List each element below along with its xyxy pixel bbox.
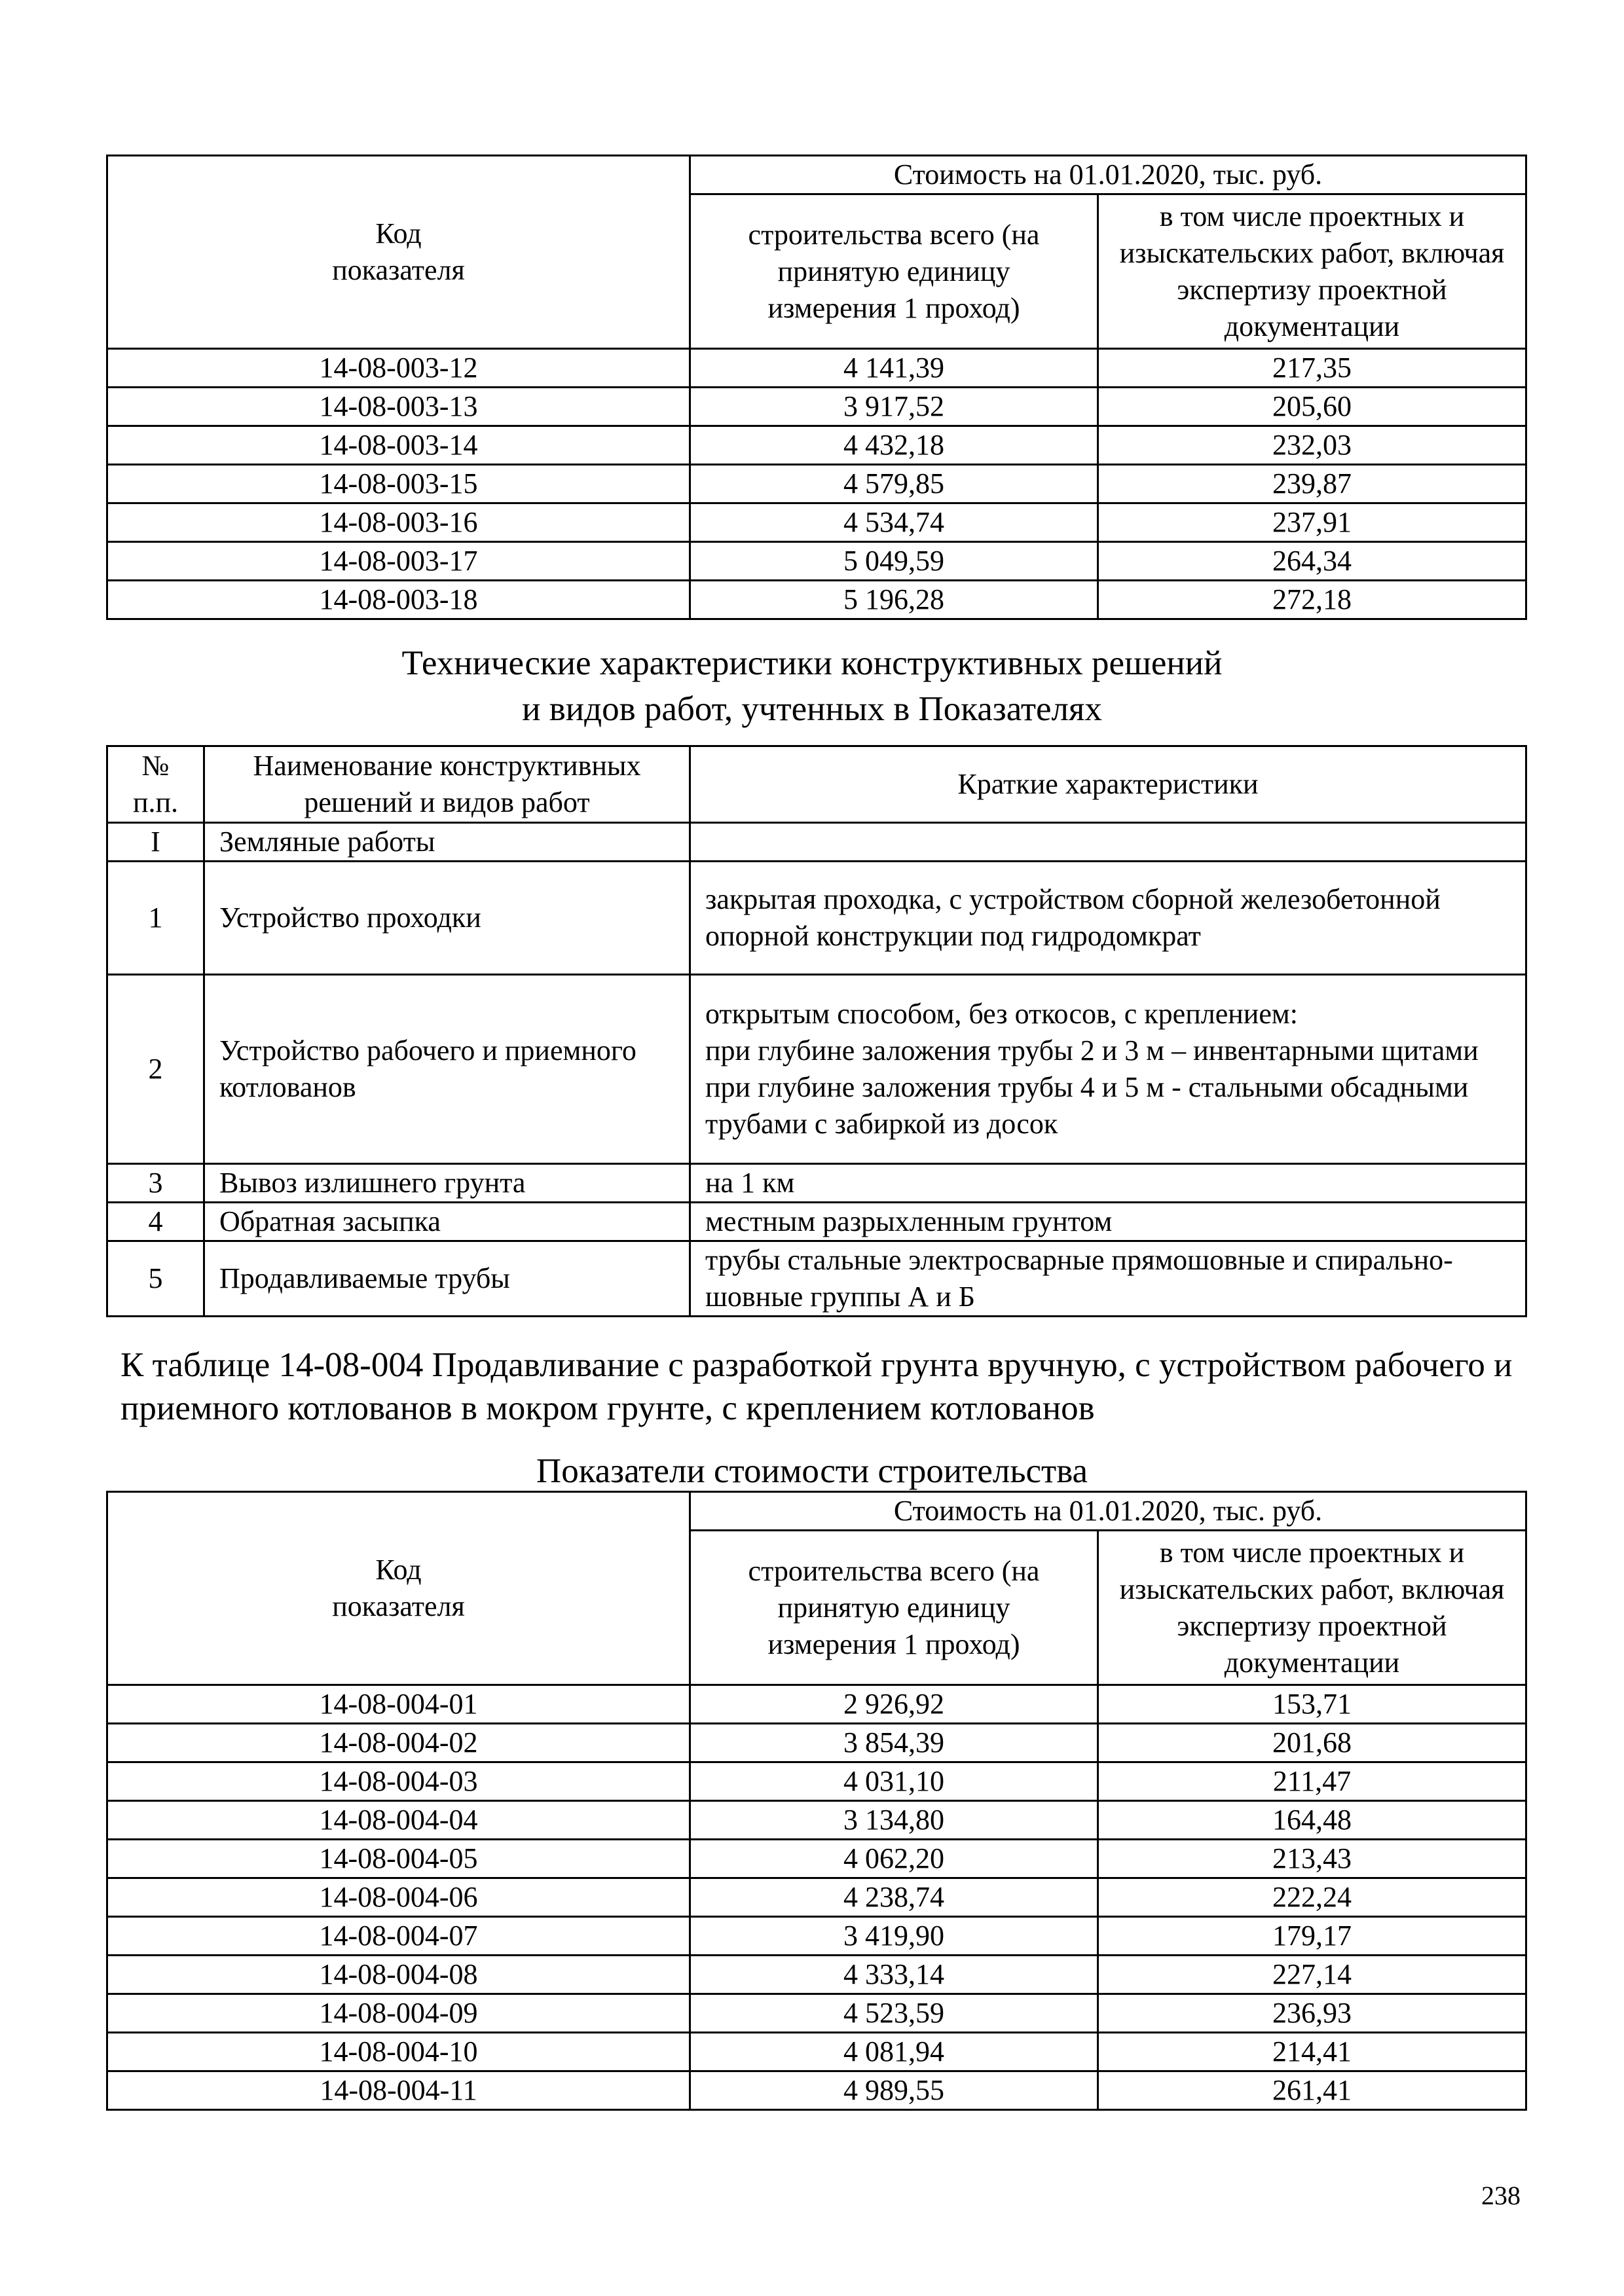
table-row (107, 1801, 1526, 1840)
cell-design: 264,34 (1098, 542, 1526, 581)
cell-desc (690, 823, 1526, 862)
cell-total: 4 523,59 (690, 1994, 1098, 2033)
cell-total: 5 196,28 (690, 581, 1098, 619)
cell-design: 217,35 (1098, 349, 1526, 388)
header-cost-group: Стоимость на 01.01.2020, тыс. руб. (690, 156, 1526, 194)
tech-title-line-2: и видов работ, учтенных в Показателях (522, 690, 1102, 728)
cost-table-14-08-003 (106, 155, 1527, 620)
cell-num: 2 (107, 975, 204, 1164)
cell-design: 272,18 (1098, 581, 1526, 619)
cell-total: 4 579,85 (690, 465, 1098, 503)
cell-total: 3 134,80 (690, 1801, 1098, 1840)
table-row (107, 1878, 1526, 1917)
section-heading: К таблице 14-08-004 Продавливание с разработкой грунта вручную, с устройством рабочего и приемного котлованов в мокром грунте, с креплением котлованов (120, 1346, 1513, 1427)
cell-code: 14-08-003-12 (107, 349, 690, 388)
cell-name: Устройство рабочего и приемного котлованов (204, 975, 690, 1164)
cell-design: 179,17 (1098, 1917, 1526, 1956)
cell-code: 14-08-003-15 (107, 465, 690, 503)
cell-code: 14-08-004-06 (107, 1878, 690, 1917)
table-row (107, 975, 1526, 1164)
cell-total: 2 926,92 (690, 1685, 1098, 1724)
cell-code: 14-08-004-11 (107, 2071, 690, 2110)
table-row (107, 1203, 1526, 1241)
cell-code: 14-08-003-13 (107, 388, 690, 426)
cell-total: 5 049,59 (690, 542, 1098, 581)
cell-total: 4 534,74 (690, 503, 1098, 542)
cell-design: 214,41 (1098, 2033, 1526, 2071)
cell-num: 4 (107, 1203, 204, 1241)
cell-total: 4 333,14 (690, 1956, 1098, 1994)
table-row (107, 1685, 1526, 1724)
cell-code: 14-08-004-09 (107, 1994, 690, 2033)
table-body (107, 349, 1526, 619)
cell-code: 14-08-003-18 (107, 581, 690, 619)
table-row (107, 1164, 1526, 1203)
table-row (107, 1762, 1526, 1801)
cell-num: 1 (107, 862, 204, 975)
cell-total: 4 081,94 (690, 2033, 1098, 2071)
table-row (107, 1994, 1526, 2033)
cell-total: 4 031,10 (690, 1762, 1098, 1801)
cell-design: 227,14 (1098, 1956, 1526, 1994)
cell-code: 14-08-003-14 (107, 426, 690, 465)
table-row (107, 2071, 1526, 2110)
table-row (107, 1724, 1526, 1762)
cell-code: 14-08-004-05 (107, 1840, 690, 1878)
table-row (107, 862, 1526, 975)
header-design: в том числе проектных и изыскательских работ, включая экспертизу проектной документации (1098, 194, 1526, 349)
table-body (107, 823, 1526, 1317)
header-desc: Краткие характеристики (690, 746, 1526, 823)
cell-design: 205,60 (1098, 388, 1526, 426)
table-row (107, 349, 1526, 388)
header-code: Код показателя (107, 156, 690, 349)
cell-code: 14-08-004-02 (107, 1724, 690, 1762)
table-row (107, 1840, 1526, 1878)
cell-code: 14-08-004-10 (107, 2033, 690, 2071)
cell-design: 164,48 (1098, 1801, 1526, 1840)
cell-code: 14-08-004-04 (107, 1801, 690, 1840)
tech-title-line-1: Технические характеристики конструктивных решений (401, 644, 1223, 682)
header-name: Наименование конструктивных решений и видов работ (204, 746, 690, 823)
cell-code: 14-08-004-03 (107, 1762, 690, 1801)
cell-code: 14-08-003-16 (107, 503, 690, 542)
cell-name: Обратная засыпка (204, 1203, 690, 1241)
cell-total: 3 917,52 (690, 388, 1098, 426)
cell-total: 3 419,90 (690, 1917, 1098, 1956)
table-row (107, 581, 1526, 619)
cell-code: 14-08-004-07 (107, 1917, 690, 1956)
cell-name: Вывоз излишнего грунта (204, 1164, 690, 1203)
table-row (107, 388, 1526, 426)
cell-total: 4 432,18 (690, 426, 1098, 465)
cell-design: 153,71 (1098, 1685, 1526, 1724)
cell-design: 211,47 (1098, 1762, 1526, 1801)
cell-code: 14-08-003-17 (107, 542, 690, 581)
cell-desc: открытым способом, без откосов, с креплением: при глубине заложения трубы 2 и 3 м – инвентарными щитами при глубине заложения трубы 4 и 5 м - стальными обсадными трубами с забиркой из досок (690, 975, 1526, 1164)
cell-total: 4 989,55 (690, 2071, 1098, 2110)
cell-design: 222,24 (1098, 1878, 1526, 1917)
tech-characteristics-table (106, 745, 1527, 1317)
table-row (107, 503, 1526, 542)
table-body (107, 1685, 1526, 2110)
cell-design: 201,68 (1098, 1724, 1526, 1762)
cell-desc: закрытая проходка, с устройством сборной железобетонной опорной конструкции под гидродомкрат (690, 862, 1526, 975)
header-code: Код показателя (107, 1492, 690, 1685)
cell-name: Земляные работы (204, 823, 690, 862)
cell-desc: на 1 км (690, 1164, 1526, 1203)
cell-name: Устройство проходки (204, 862, 690, 975)
table-row (107, 1917, 1526, 1956)
table-row (107, 823, 1526, 862)
cell-total: 4 141,39 (690, 349, 1098, 388)
header-design: в том числе проектных и изыскательских работ, включая экспертизу проектной документации (1098, 1531, 1526, 1685)
cell-design: 232,03 (1098, 426, 1526, 465)
cell-code: 14-08-004-08 (107, 1956, 690, 1994)
cell-design: 237,91 (1098, 503, 1526, 542)
cost-table-14-08-004 (106, 1491, 1527, 2111)
header-total: строительства всего (на принятую единицу измерения 1 проход) (690, 194, 1098, 349)
table-row (107, 1241, 1526, 1317)
header-total: строительства всего (на принятую единицу измерения 1 проход) (690, 1531, 1098, 1685)
cell-design: 239,87 (1098, 465, 1526, 503)
table-row (107, 465, 1526, 503)
cell-name: Продавливаемые трубы (204, 1241, 690, 1317)
cell-total: 4 062,20 (690, 1840, 1098, 1878)
table3-title: Показатели стоимости строительства (536, 1452, 1088, 1490)
cell-num: I (107, 823, 204, 862)
page-number: 238 (1481, 2181, 1521, 2210)
table-row (107, 542, 1526, 581)
cell-design: 236,93 (1098, 1994, 1526, 2033)
cell-desc: трубы стальные электросварные прямошовные и спирально-шовные группы А и Б (690, 1241, 1526, 1317)
table-row (107, 1956, 1526, 1994)
cell-design: 261,41 (1098, 2071, 1526, 2110)
table-row (107, 2033, 1526, 2071)
cell-total: 4 238,74 (690, 1878, 1098, 1917)
cell-num: 3 (107, 1164, 204, 1203)
header-num: № п.п. (107, 746, 204, 823)
cell-design: 213,43 (1098, 1840, 1526, 1878)
header-cost-group: Стоимость на 01.01.2020, тыс. руб. (690, 1492, 1526, 1531)
cell-num: 5 (107, 1241, 204, 1317)
cell-desc: местным разрыхленным грунтом (690, 1203, 1526, 1241)
cell-code: 14-08-004-01 (107, 1685, 690, 1724)
table-row (107, 426, 1526, 465)
cell-total: 3 854,39 (690, 1724, 1098, 1762)
